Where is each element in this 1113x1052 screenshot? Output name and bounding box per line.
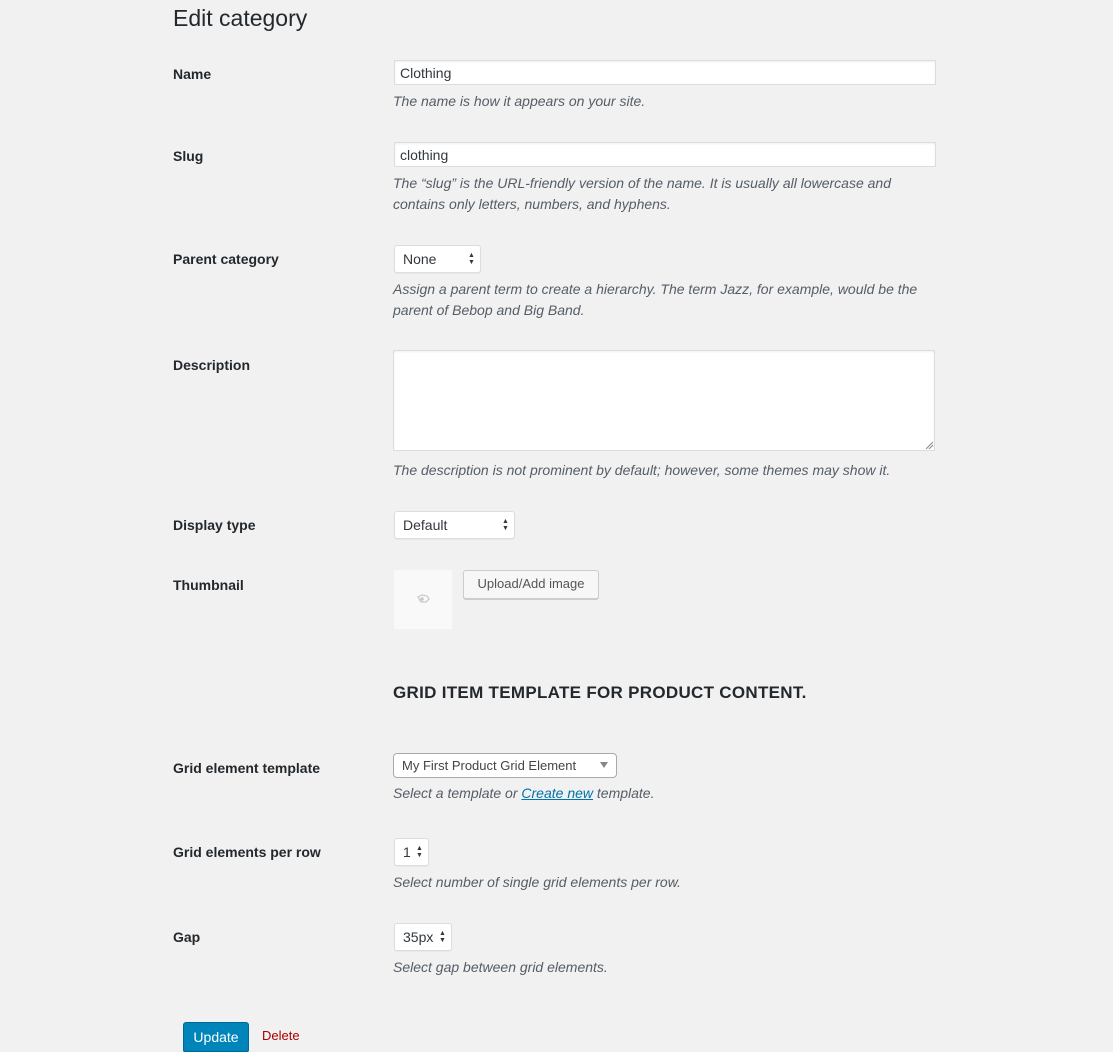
grid-template-desc-before: Select a template or — [393, 785, 522, 801]
gap-value: 35px — [403, 929, 434, 945]
description-help: The description is not prominent by default; however, some themes may show it. — [393, 462, 891, 478]
slug-label: Slug — [173, 148, 204, 164]
select-arrows-icon: ▲ ▼ — [502, 518, 509, 532]
description-label: Description — [173, 357, 251, 373]
grid-section-heading: GRID ITEM TEMPLATE FOR PRODUCT CONTENT. — [393, 683, 807, 702]
name-description: The name is how it appears on your site. — [393, 93, 646, 109]
grid-template-select[interactable] — [393, 753, 617, 778]
resize-grip-icon[interactable] — [925, 441, 933, 449]
thumbnail-label: Thumbnail — [173, 577, 244, 593]
page-title: Edit category — [173, 5, 308, 31]
name-input[interactable] — [394, 60, 936, 85]
update-button[interactable]: Update — [183, 1022, 249, 1052]
gap-label: Gap — [173, 929, 201, 945]
slug-input[interactable] — [394, 142, 936, 167]
gap-description: Select gap between grid elements. — [393, 959, 608, 975]
upload-image-button[interactable]: Upload/Add image — [463, 570, 599, 599]
per-row-select[interactable] — [394, 838, 429, 866]
slug-description — [393, 173, 973, 215]
display-type-select[interactable] — [394, 511, 515, 539]
select-arrows-icon: ▲ ▼ — [439, 930, 446, 944]
slug-description-line-1: The “slug” is the URL-friendly version of the name. It is usually all lowercase and — [393, 175, 891, 191]
grid-template-desc-after: template. — [593, 785, 655, 801]
chevron-down-icon — [600, 762, 608, 768]
delete-link[interactable]: Delete — [262, 1028, 300, 1043]
parent-category-value: None — [403, 251, 437, 267]
create-new-link[interactable]: Create new — [521, 785, 593, 801]
parent-category-label: Parent category — [173, 251, 279, 267]
grid-template-label: Grid element template — [173, 760, 321, 776]
display-type-value: Default — [403, 517, 448, 533]
select-arrows-icon: ▲ ▼ — [416, 845, 423, 859]
per-row-description: Select number of single grid elements per row. — [393, 874, 681, 890]
slug-description-line-2: contains only letters, numbers, and hyphens. — [393, 196, 671, 212]
parent-description-line-2: parent of Bebop and Big Band. — [393, 302, 585, 318]
select-arrows-icon: ▲ ▼ — [468, 252, 475, 266]
placeholder-image-icon — [394, 570, 452, 629]
gap-select[interactable] — [394, 923, 452, 951]
parent-description-line-1: Assign a parent term to create a hierarchy. The term Jazz, for example, would be the — [393, 281, 918, 297]
thumbnail-preview — [394, 570, 452, 629]
name-label: Name — [173, 66, 212, 82]
parent-category-select[interactable] — [394, 245, 481, 273]
parent-category-description — [393, 279, 973, 321]
grid-template-description — [393, 783, 973, 804]
display-type-label: Display type — [173, 517, 256, 533]
description-textarea[interactable] — [393, 350, 935, 451]
per-row-label: Grid elements per row — [173, 844, 321, 860]
grid-template-value: My First Product Grid Element — [402, 758, 577, 773]
per-row-value: 1 — [403, 844, 411, 860]
